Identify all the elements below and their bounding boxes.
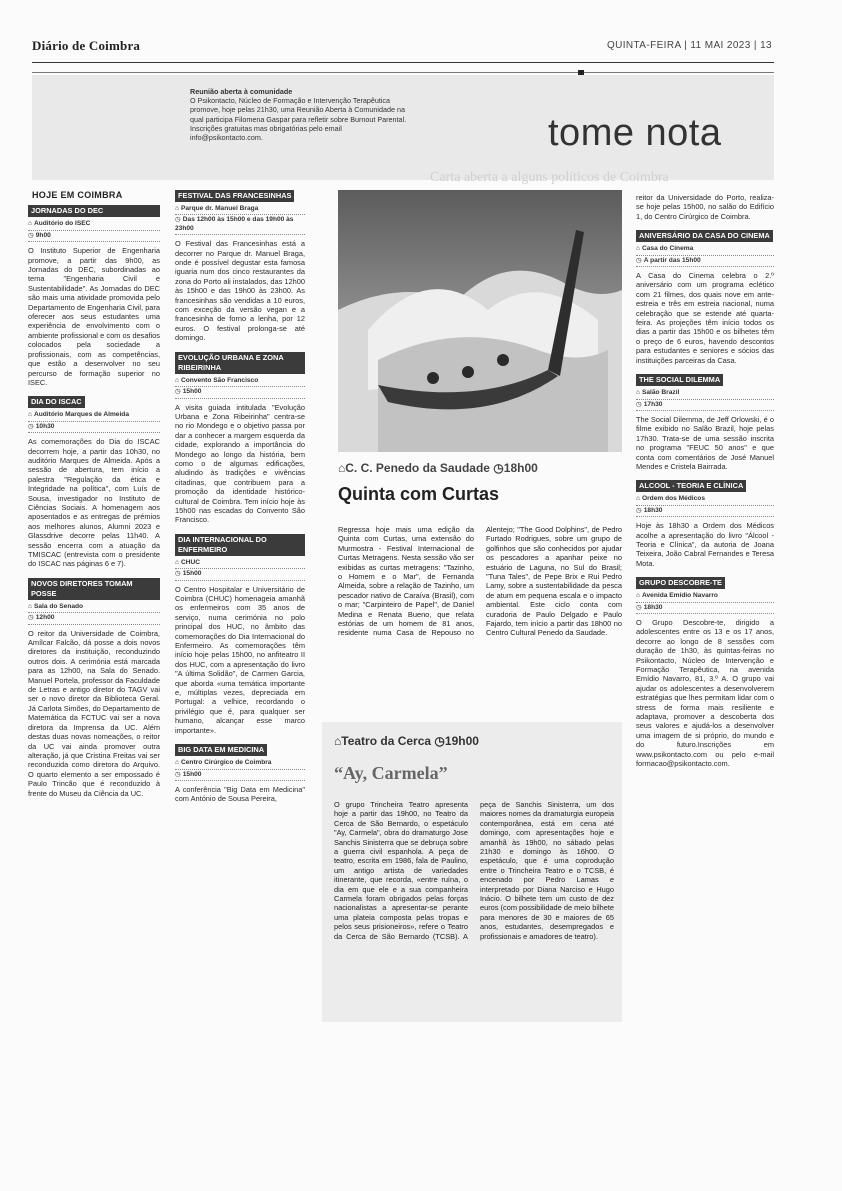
event-time: ◷ 12h00	[28, 614, 160, 624]
clock-icon: ◷	[28, 231, 34, 239]
teatro-venue: ⌂Teatro da Cerca ◷19h00	[334, 734, 479, 748]
event-time: ◷ A partir das 15h00	[636, 257, 774, 267]
event-time: ◷ 18h30	[636, 507, 774, 517]
event-tag: DIA INTERNACIONAL DO ENFERMEIRO	[175, 534, 305, 556]
home-icon: ⌂	[338, 461, 346, 475]
home-icon: ⌂	[636, 245, 640, 253]
event-time: ◷ 15h00	[175, 570, 305, 580]
notice-box	[190, 87, 410, 142]
clock-icon: ◷	[636, 400, 642, 408]
feature-photo	[338, 190, 622, 452]
event-time: ◷ 10h30	[28, 423, 160, 433]
event-text: O Grupo Descobre-te, dirigido a adolescentes entre os 13 e os 17 anos, decorre ao longo de 8 sessões com duração de 1h30, às quintas-feiras no Psikontacto, Núcleo de Intervenção e Formação Terapêutica, na avenida Emídio Navarro, 81, 3.º A. O grupo vai ajudar os adolescentes a desenvolverem estratégias que lhes permitam lidar com o stress de forma mais resiliente e adaptava, promover a descoberta dos seus valores e ajudá-los a desenvolver uma imagem de si próprio, do mundo e do futuro.Inscrições em www.psikontacto.com ou pelo e-mail formacao@psikontacto.com.	[636, 618, 774, 769]
event-tag: THE SOCIAL DILEMMA	[636, 374, 723, 386]
event-venue: ⌂ Avenida Emídio Navarro	[636, 592, 774, 602]
event-text: A conferência "Big Data em Medicina" com António de Sousa Pereira,	[175, 784, 305, 804]
event-time: ◷ 15h00	[175, 388, 305, 398]
clock-icon: ◷	[28, 422, 34, 430]
clock-icon: ◷	[493, 461, 504, 475]
column-1	[28, 185, 160, 802]
clock-icon: ◷	[636, 506, 642, 514]
home-icon: ⌂	[28, 220, 32, 228]
feature-text: Regressa hoje mais uma edição da Quinta com Curtas, uma extensão do Murmostra - Festival Internacional de Curtas Metragens. Nesta sessão vão ser exibidas as curtas metragens: "Tazinho, o Homem e o Mar", de Fernanda Almeida, sobre a relação de Tazinho, um pescador nativo de Caraíva (Brasil), com o mar; "Carpinteiro de Papel", de Daniel Medina e Renata Bueno, que relata estórias de um homem de 81 anos, residente numa Casa de Repouso no Alentejo; "The Good Dolphins", de Pedro Furtado Rodrigues, sobre um grupo de golfinhos que são conhecidos por ajudar os pescadores a apanhar peixe no estuário de Laguna, no Sul do Brasil; "Tuna Tales", de Pepe Brix e Rui Pedro Lamy, sobre a sustentabilidade da pesca de atum em pequena escala e o impacto ambiental. Este ciclo conta com curadoria de Paulo Delgado e Paulo Fajardo, tem início a partir das 18h00 no Centro Cultural Penedo da Saudade.	[338, 525, 622, 638]
event-venue: ⌂ Sala do Senado	[28, 603, 160, 613]
teatro-text: O grupo Trincheira Teatro apresenta hoje a partir das 19h00, no Teatro da Cerca de São Bernardo, o espetáculo "Ay, Carmela", obra do dramaturgo Jose Sanchis Sinisterra que se debruça sobre a guerra civil espanhola. A peça de teatro, escrita em 1986, fala de Paulino, um antigo artista de variedades itinerante, que recorda, «entre ruína, o dia em que ele e a sua companheira Carmela foram obrigados pelas forças nacionalistas a apresentar-se perante uma plateia composta pelas tropas e pelos seus prisioneiros», refere o Teatro da Cerca de São Bernardo (TCSB). A peça de Sanchis Sinisterra, um dos maiores nomes da dramaturgia europeia contemporânea, está em cena até domingo, com apresentações hoje e amanhã às 19h00, no sábado pelas 21h30 e domingo às 16h00. O espetáculo, que é uma coprodução entre o Trincheira Teatro e o TCSB, é encenado por Pedro Lamas e interpretado por Diana Narciso e Hugo Inácio. O bilhete tem um custo de dez euros (com possibilidade de meio bilhete para menores de 30 e maiores de 65 anos, estudantes, desempregados e profissionais e amadores de teatro).	[334, 800, 614, 941]
event-time: ◷ 15h00	[175, 771, 305, 781]
column-2	[175, 185, 305, 808]
event-venue: ⌂ Auditório Marques de Almeida	[28, 411, 160, 421]
clock-icon: ◷	[636, 256, 642, 264]
event-text: The Social Dilemma, de Jeff Orlowski, é o filme exibido no Salão Brazil, hoje pelas 17h30. Trata-se de uma sessão inscrita no programa "FEUC 50 anos" e que conta com comentários de José Manuel Mendes e Cristela Bairrada.	[636, 414, 774, 471]
event-tag: DIA DO ISCAC	[28, 396, 85, 408]
event-venue: ⌂ Casa do Cinema	[636, 245, 774, 255]
event-text: As comemorações do Dia do ISCAC decorrem hoje, a partir das 10h30, no auditório Marques de Almeida. Após a sessão de abertura, tem início a palestra "Regulação da ética e Integridade na política", com Luís de Sousa, investigador no Instituto de Ciências Sociais. A homenagem aos aposentados e as entregas de prémios aos melhores alunos, Alumni 2023 e Glassdrive decorre pelas 11h40. A sessão encerra com a atuação da TMISCAC (entrevista com o presidente do ISCAC nas páginas 6 e 7).	[28, 437, 160, 569]
event-venue: ⌂ Auditório do ISEC	[28, 220, 160, 230]
clock-icon: ◷	[434, 734, 445, 748]
event-text: O reitor da Universidade de Coimbra, Amílcar Falcão, dá posse a dois novos diretores da instituição, reconduzindo outros dois. A cerimónia está marcada para as 12h00, na Sala do Senado. Manuel Portela, professor da Faculdade de Letras e antigo diretor do TAGV vai ser o novo diretor da Biblioteca Geral. Já Carlota Simões, do Departamento de Matemática da FCTUC vai ser a nova diretora da Imprensa da UC. Além destas duas novas nomeações, o reitor da UC vai ainda promover outra alteração, já que Cristina Freitas vai ser reconduzida como diretora do Arquivo. O quarto elemento a ser empossado é Paulo Trincão que é reconduzido à frente do Museu da Ciência da UC.	[28, 628, 160, 798]
event-tag: NOVOS DIRETORES TOMAM POSSE	[28, 578, 160, 600]
feature-venue: ⌂C. C. Penedo da Saudade ◷18h00	[338, 461, 538, 475]
event-time: ◷ Das 12h00 às 15h00 e das 19h00 às 23h00	[175, 216, 305, 235]
event-venue: ⌂ CHUC	[175, 559, 305, 569]
event-tag: ALCOOL - TEORIA E CLÍNICA	[636, 480, 746, 492]
notice-title: Reunião aberta à comunidade	[190, 87, 293, 96]
clock-icon: ◷	[175, 388, 181, 396]
event-time: ◷ 17h30	[636, 401, 774, 411]
home-icon: ⌂	[175, 376, 179, 384]
clock-icon: ◷	[636, 603, 642, 611]
issue-date: QUINTA-FEIRA | 11 MAI 2023 | 13	[606, 40, 772, 51]
event-text: A visita guiada intitulada "Evolução Urbana e Zona Ribeirinha" centra-se no rio Mondego e o objetivo passa por dar a conhecer a margem esquerda da cidade, explorando a importância do Mondego ao longo da história, bem como o de algumas edificações, aludindo às tradições e vivências citadinas, que contribuem para a promoção da identidade histórico-cultural de Coimbra. Tem início hoje às 15h00 nas escadas do Convento São Francisco.	[175, 402, 305, 525]
event-tag: ANIVERSÁRIO DA CASA DO CINEMA	[636, 230, 773, 242]
teatro-title: “Ay, Carmela”	[334, 763, 448, 783]
home-icon: ⌂	[28, 602, 32, 610]
event-tag: BIG DATA EM MEDICINA	[175, 744, 267, 756]
section-heading: HOJE EM COIMBRA	[32, 190, 123, 200]
event-text: O Festival das Francesinhas está a decorrer no Parque dr. Manuel Braga, onde é possível degustar esta famosa iguaria num dos cinco restaurantes da zona do Porto ali instalados, das 12h00 às 15h00 e das 19h00 às 23h00. As francesinhas são vendidas a 10 euros, com exceção da versão vegan e a francesinha de forno a lenha, por 12 euros. O festival prolonga-se até domingo.	[175, 239, 305, 343]
event-time: ◷ 9h00	[28, 232, 160, 242]
event-time: ◷ 18h30	[636, 604, 774, 614]
notice-body: O Psikontacto, Núcleo de Formação e Intervenção Terapêutica promove, hoje pelas 21h30, uma Reunião Aberta à Comunidade na qual participa Filomena Gaspar para refletir sobre Burnout Parental. Inscrições gratuitas mas obrigatórias pelo email info@psikontacto.com.	[190, 96, 407, 143]
column-4	[636, 193, 774, 773]
event-text: O Centro Hospitalar e Universitário de Coimbra (CHUC) homenageia amanhã os enfermeiros com 35 anos de serviço, numa cerimónia no polo principal dos HUC, no âmbito das comemorações do Dia Internacional do Enfermeiro. As comemorações têm início hoje pelas 15h00, no anfiteatro II dos HUC, com a apresentação do livro "A última Solidão", de Carmen Garcia, que aborda «uma temática importante e, múltiplas vezes, depreciada em Portugal: a velhice, recordando o privilégio que é, para qualquer ser humano, alcançar esse marco importante».	[175, 584, 305, 735]
event-venue: ⌂ Centro Cirúrgico de Coimbra	[175, 759, 305, 769]
clock-icon: ◷	[175, 216, 181, 224]
clock-icon: ◷	[175, 770, 181, 778]
band-rule	[32, 72, 774, 73]
event-tag: FESTIVAL DAS FRANCESINHAS	[175, 190, 294, 202]
event-venue: ⌂ Parque dr. Manuel Braga	[175, 205, 305, 215]
home-icon: ⌂	[175, 558, 179, 566]
event-venue: ⌂ Convento São Francisco	[175, 377, 305, 387]
event-tag: JORNADAS DO DEC	[28, 205, 160, 217]
event-text: A Casa do Cinema celebra o 2.º aniversário com um programa eclético com 21 filmes, dos quais nove em ante-estreia e três em estreia nacional, numa celebração que se estende até quarta-feira. As projeções têm início todos os dias a partir das 15h00 e os bilhetes têm o preço de 6 euros, havendo descontos para estudantes e seniores e sócios das instituições parceiras da Casa.	[636, 271, 774, 365]
home-icon: ⌂	[334, 734, 342, 748]
section-banner: tome nota	[548, 112, 722, 154]
home-icon: ⌂	[636, 389, 640, 397]
event-text: O Instituto Superior de Engenharia promove, a partir das 9h00, as Jornadas do DEC, subordinadas ao tema "Engenharia Civil e Sustentabilidade". As Jornadas do DEC são mais uma atividade promovida pelo Departamento de Engenharia Civil, para oferecer aos seus estudantes uma experiência de envolvimento com o ambiente profissional e com os desafios colocados pela sociedade a profissionais, com as competências, que estão a desenvolver no seu percurso de formação superior no ISEC.	[28, 246, 160, 387]
boat-wave-illustration	[338, 190, 622, 452]
feature-title: Quinta com Curtas	[338, 484, 500, 504]
continued-text: reitor da Universidade do Porto, realiza-se hoje pelas 15h00, no salão do Edifício 1, do Centro Cirúrgico de Coimbra.	[636, 193, 774, 221]
home-icon: ⌂	[28, 411, 32, 419]
event-tag: GRUPO DESCOBRE-TE	[636, 577, 725, 589]
bleed-through-headline: Carta aberta a alguns políticos de Coimbra	[430, 170, 669, 185]
home-icon: ⌂	[636, 495, 640, 503]
masthead	[32, 38, 772, 60]
clock-icon: ◷	[28, 614, 34, 622]
event-text: Hoje às 18h30 a Ordem dos Médicos acolhe a apresentação do livro "Álcool - Teoria e Clínica", da autoria de Joana Teixeira, João Cabral Fernandes e Teresa Mota.	[636, 521, 774, 568]
newspaper-logo: Diário de Coimbra	[32, 38, 141, 53]
event-tag: EVOLUÇÃO URBANA E ZONA RIBEIRINHA	[175, 352, 305, 374]
clock-icon: ◷	[175, 570, 181, 578]
event-venue: ⌂ Ordem dos Médicos	[636, 495, 774, 505]
home-icon: ⌂	[175, 205, 179, 212]
event-venue: ⌂ Salão Brazil	[636, 389, 774, 399]
home-icon: ⌂	[175, 759, 179, 767]
masthead-rule	[32, 62, 774, 63]
home-icon: ⌂	[636, 592, 640, 600]
